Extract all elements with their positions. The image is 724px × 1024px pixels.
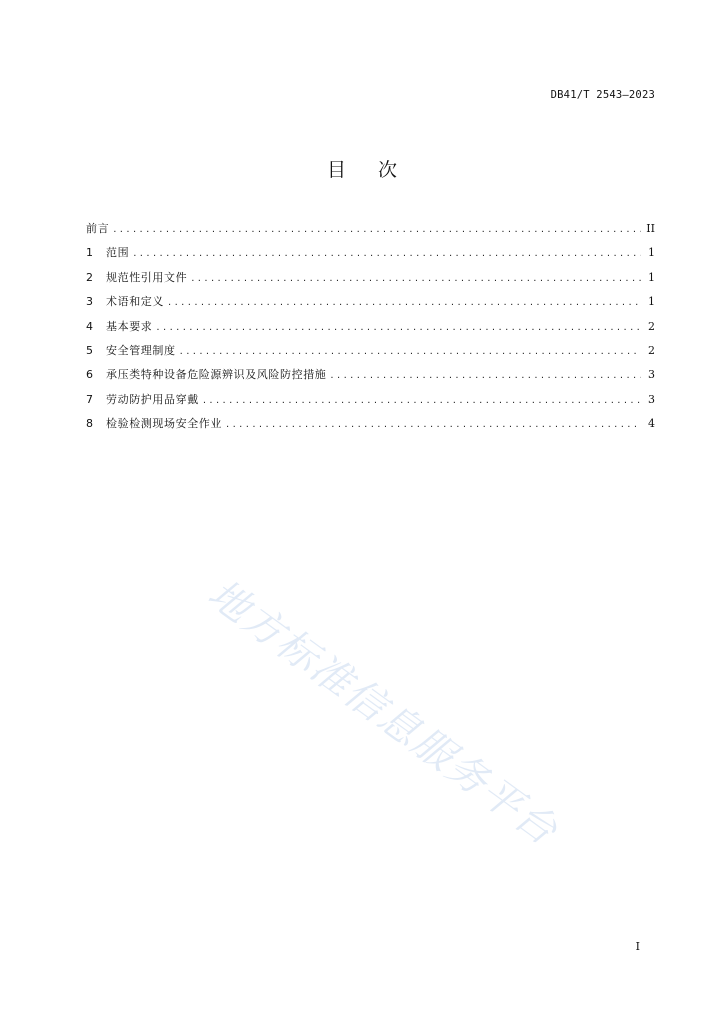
- toc-entry-label: 安全管理制度: [106, 343, 176, 357]
- toc-leader-dots: [203, 391, 641, 411]
- toc-entry-safety-management[interactable]: [86, 341, 655, 365]
- toc-entry-basic-requirements[interactable]: [86, 317, 655, 341]
- toc-entry-label: 检验检测现场安全作业: [106, 417, 222, 431]
- toc-entry-label: 范围: [106, 246, 130, 260]
- toc-entry-number: 8: [86, 417, 93, 431]
- toc-leader-dots: [191, 269, 641, 289]
- toc-entry-foreword[interactable]: [86, 219, 655, 243]
- toc-entry-page: 1: [648, 246, 655, 260]
- toc-entry-protective-equipment[interactable]: [86, 390, 655, 414]
- toc-entry-page: 4: [648, 417, 655, 431]
- watermark: 地方标准信息服务平台: [199, 570, 567, 855]
- toc-entry-label: 术语和定义: [106, 295, 164, 309]
- toc-leader-dots: [133, 244, 641, 264]
- toc-entry-number: 7: [86, 392, 93, 406]
- table-of-contents: [86, 219, 655, 439]
- toc-leader-dots: [168, 293, 641, 313]
- toc-entry-number: 4: [86, 319, 93, 333]
- toc-leader-dots: [226, 415, 641, 435]
- toc-entry-page: 3: [648, 368, 655, 382]
- toc-entry-label: 承压类特种设备危险源辨识及风险防控措施: [106, 368, 327, 382]
- toc-entry-label: 基本要求: [106, 319, 153, 333]
- toc-entry-page: II: [646, 222, 655, 235]
- toc-entry-page: 2: [648, 343, 655, 357]
- toc-entry-number: 3: [86, 295, 93, 309]
- toc-entry-page: 1: [648, 270, 655, 284]
- toc-entry-label: 前言: [86, 222, 110, 235]
- toc-leader-dots: [180, 342, 641, 362]
- toc-entry-hazard-identification[interactable]: [86, 365, 655, 389]
- toc-entry-scope[interactable]: [86, 243, 655, 267]
- toc-entry-label: 规范性引用文件: [106, 270, 188, 284]
- toc-entry-label: 劳动防护用品穿戴: [106, 392, 199, 406]
- toc-entry-page: 1: [648, 295, 655, 309]
- toc-leader-dots: [156, 318, 641, 338]
- toc-entry-number: 2: [86, 270, 93, 284]
- toc-entry-terms-definitions[interactable]: [86, 292, 655, 316]
- toc-leader-dots: [330, 366, 641, 386]
- toc-entry-number: 5: [86, 343, 93, 357]
- toc-entry-onsite-safety[interactable]: [86, 414, 655, 438]
- toc-entry-page: 2: [648, 319, 655, 333]
- toc-leader-dots: [113, 220, 641, 240]
- page-number: I: [635, 940, 640, 953]
- toc-entry-number: 6: [86, 368, 93, 382]
- toc-entry-page: 3: [648, 392, 655, 406]
- document-code: DB41/T 2543—2023: [550, 89, 655, 101]
- page-title: 目次: [326, 159, 429, 181]
- toc-entry-number: 1: [86, 246, 93, 260]
- toc-entry-normative-references[interactable]: [86, 268, 655, 292]
